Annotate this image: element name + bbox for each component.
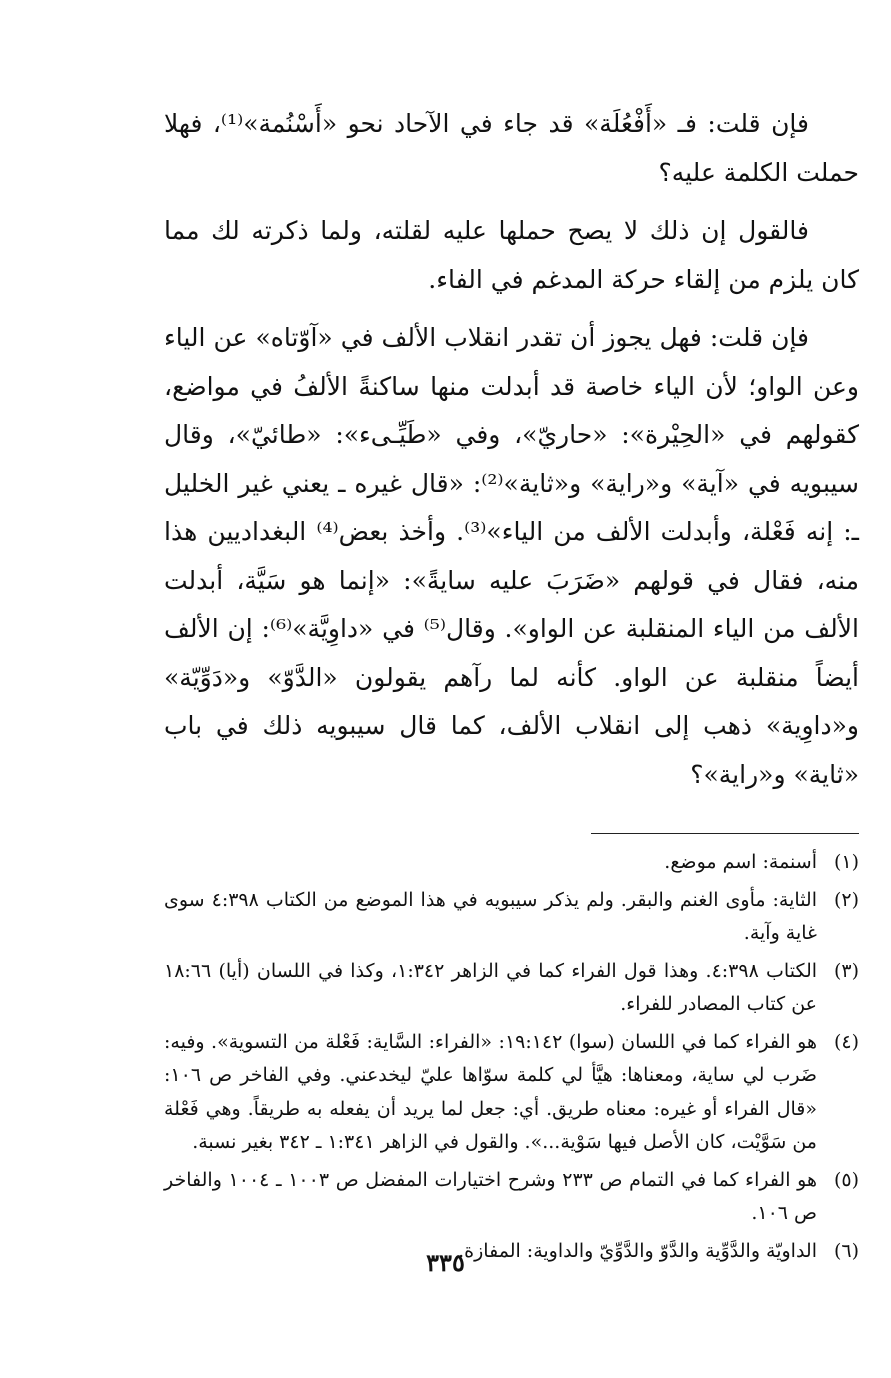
footnote-number: (٤) [833,1030,859,1053]
footnote-number: (٥) [833,1168,859,1191]
footnote-text: الداويّة والدَّوِّية والدَّوّ والدَّوِّيّ والداوية: المفازة. [458,1239,817,1262]
body-paragraph: فإن قلت: فـ «أَفْعُلَة» قد جاء في الآحاد نحو «أَسْنُمة»⁽¹⁾، فهلا حملت الكلمة عليه؟ [164,109,859,187]
footnote-number: (٣) [833,959,859,982]
footnote-text: هو الفراء كما في التمام ص ٢٣٣ وشرح اختيارات المفضل ص ١٠٠٣ ـ ١٠٠٤ والفاخر ص ١٠٦. [164,1168,817,1224]
footnote-separator [591,833,859,834]
footnote-text: الكتاب ٤:٣٩٨. وهذا قول الفراء كما في الزاهر ١:٣٤٢، وكذا في اللسان (أيا) ١٨:٦٦ عن كتاب المصادر للفراء. [164,959,818,1015]
page-number: ٣٣٥ [426,1248,465,1277]
footnote [164,884,859,951]
footnote [164,1026,859,1160]
footnotes [164,846,859,1268]
body-paragraph: فإن قلت: فهل يجوز أن تقدر انقلاب الألف في «آوّتاه» عن الياء وعن الواو؛ لأن الياء خاصة قد أبدلت منها ساكنةً الألفُ في مواضع، كقولهم في «الحِيْرة»: «حاريّ»، وفي «طَيِّـىء»: «طائيّ»، وقال سيبويه في «آية» و«راية» و«ثاية»⁽²⁾: «قال غيره ـ يعني غير الخليل ـ: إنه فَعْلة، وأبدلت الألف من الياء»⁽³⁾. وأخذ بعض⁽⁴⁾ البغداديين هذا منه، فقال في قولهم «ضَرَبَ عليه سايةً»: «إنما هو سَيَّة، أبدلت الألف من الياء المنقلبة عن الواو». وقال⁽⁵⁾ في «داوِيَّة»⁽⁶⁾: إن الألف أيضاً منقلبة عن الواو. كأنه لما رآهم يقولون «الدَّوّ» و«دَوِّيّة» و«داوِية» ذهب إلى انقلاب الألف، كما قال سيبويه ذلك في باب «ثاية» و«راية»؟ [164,323,860,789]
footnote [164,1164,859,1231]
footnote [164,955,859,1022]
body-paragraph: فالقول إن ذلك لا يصح حملها عليه لقلته، ولما ذكرته لك مما كان يلزم من إلقاء حركة المدغم في الفاء. [164,216,859,294]
footnote-number: (٦) [833,1239,859,1262]
page-body [164,100,859,1272]
footnote [164,846,859,880]
footnote-number: (٢) [833,888,859,911]
footnote-text: أسنمة: اسم موضع. [664,851,817,873]
footnote-text: هو الفراء كما في اللسان (سوا) ١٩:١٤٢: «الفراء: السَّاية: فَعْلة من التسوية». وفيه: ضَرب لي ساية، ومعناها: هيَّأ لي كلمة سوّاها عليّ ليخدعني. وفي الفاخر ص ١٠٦: «قال الفراء أو غيره: معناه طريق. أي: جعل لما يريد أن يفعله به طريقاً. وهي فَعْلة من سَوَّيْت، كان الأصل فيها سَوْية...». والقول في الزاهر ١:٣٤١ ـ ٣٤٢ بغير نسبة. [164,1030,818,1153]
footnote-number: (١) [833,851,859,873]
footnote-text: الثاية: مأوى الغنم والبقر. ولم يذكر سيبويه في هذا الموضع من الكتاب ٤:٣٩٨ سوى غاية وآية. [164,888,817,944]
